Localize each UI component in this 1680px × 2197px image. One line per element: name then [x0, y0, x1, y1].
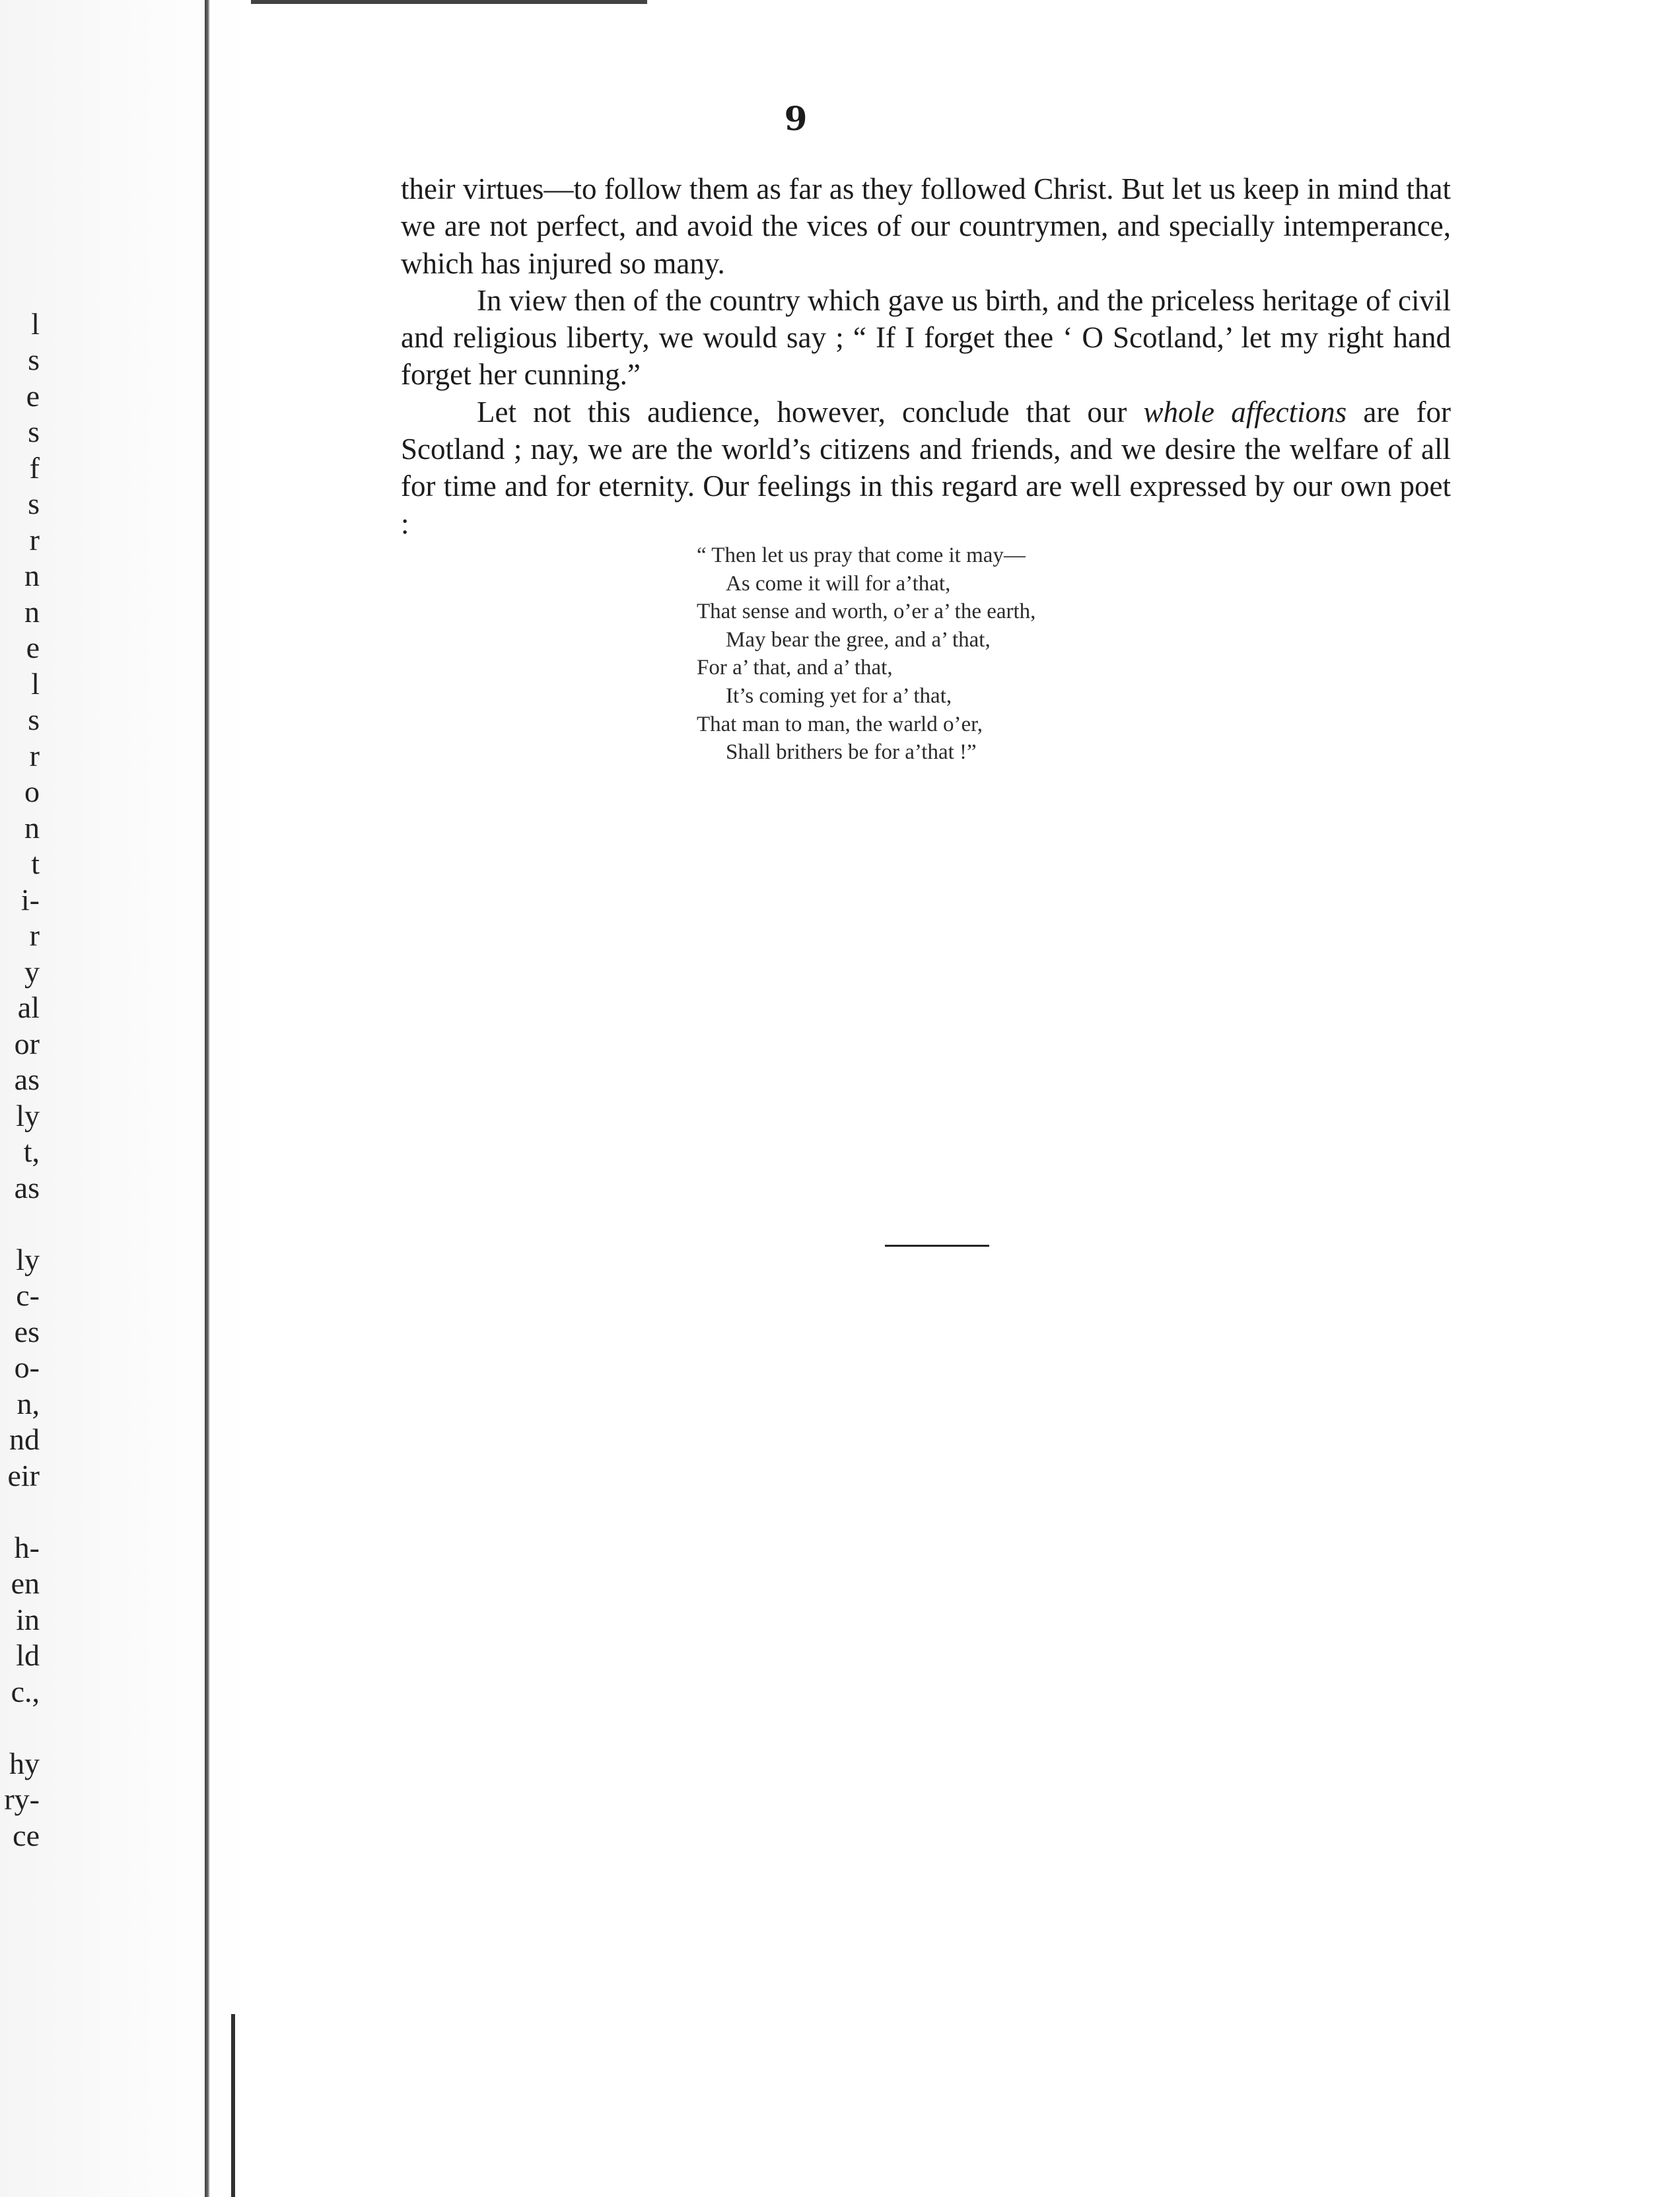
facing-page-line: s [28, 487, 40, 520]
facing-page-line: s [28, 703, 40, 736]
paragraph-country: In view then of the country which gave us birth, and the priceless heritage of civil and religious liberty, we would say ; “ If I forget thee ‘ O Scotland,’ let my right hand forget her cunning.” [401, 283, 1451, 392]
facing-page-line: o- [14, 1350, 40, 1384]
facing-page-line: n, [17, 1386, 40, 1420]
facing-page-line: eir [7, 1458, 40, 1492]
poem-line: As come it will for a’that, [726, 571, 951, 596]
facing-page-line: t [31, 847, 40, 880]
spine-shadow-lower [231, 2014, 235, 2197]
page-top-edge [251, 0, 647, 4]
facing-page-fragment [0, 198, 40, 1854]
facing-page-line: as [14, 1063, 40, 1096]
facing-page-line: c- [16, 1278, 40, 1312]
paragraph-audience-start: Let not this audience, however, conclude that our [477, 395, 1144, 429]
facing-page-line: y [24, 954, 40, 989]
facing-page-line [0, 198, 40, 234]
facing-page-line: r [29, 522, 40, 557]
poem-line: For a’ that, and a’ that, [697, 656, 893, 680]
poem-line: “ Then let us pray that come it may— [697, 543, 1026, 567]
poem-line: That man to man, the warld o’er, [697, 712, 983, 736]
facing-page-line: f [29, 450, 40, 485]
facing-page-line: es [14, 1314, 40, 1348]
facing-page-line: ce [13, 1818, 40, 1852]
facing-page-line: en [11, 1566, 40, 1600]
facing-page-line: c., [11, 1674, 40, 1708]
facing-page-line [0, 1710, 40, 1746]
paragraph-audience-end: are for Scotland ; nay, we are the world’s citizens and friends, and we desire the welfare of all for time and for eternity. Our feelings in this regard are well expressed by our own poet : [401, 395, 1451, 540]
facing-page-line [0, 234, 40, 271]
facing-page-line: ly [16, 1242, 40, 1276]
poem-line: That sense and worth, o’er a’ the earth, [697, 600, 1036, 624]
facing-page-line: or [14, 1026, 40, 1061]
facing-page-line: in [16, 1602, 40, 1636]
facing-page-line: l [31, 666, 40, 701]
poem-line: Shall brithers be for a’that !” [726, 740, 977, 765]
facing-page-line: ly [16, 1098, 40, 1133]
poem-quote [697, 541, 1035, 767]
page-number: 9 [784, 99, 808, 138]
facing-page-line: ry- [4, 1782, 40, 1816]
facing-page-line: s [28, 343, 40, 376]
facing-page-line [0, 270, 40, 306]
facing-page-line: o [24, 775, 40, 808]
facing-page-line: hy [9, 1746, 40, 1780]
facing-page-line: as [14, 1170, 40, 1204]
facing-page-line: n [24, 594, 40, 629]
facing-page-line: i- [20, 882, 40, 917]
facing-page-line: r [29, 738, 40, 773]
facing-page-line: l [31, 306, 40, 341]
facing-page-line: h- [14, 1530, 40, 1564]
facing-page-line: r [29, 919, 40, 952]
poem-line: May bear the gree, and a’ that, [726, 627, 991, 652]
spine-shadow [205, 0, 210, 2197]
facing-page-line: nd [9, 1422, 40, 1456]
facing-page-line: t, [23, 1134, 40, 1168]
paragraph-virtues: their virtues—to follow them as far as they followed Christ. But let us keep in mind that we are not perfect, and avoid the vices of our countrymen, and specially intemperance, which has injured so many. [401, 172, 1451, 280]
facing-page-line: n [24, 810, 40, 845]
body-text [401, 170, 1451, 542]
facing-page-line: s [28, 415, 40, 448]
facing-page-line: e [26, 378, 40, 413]
facing-page-line [0, 1494, 40, 1530]
emphasis-whole-affections: whole affections [1143, 395, 1347, 429]
facing-page-line: e [26, 631, 40, 664]
poem-line: It’s coming yet for a’ that, [726, 683, 952, 708]
facing-page-line [0, 1206, 40, 1242]
facing-page-line: al [17, 991, 40, 1024]
facing-page-line: ld [16, 1638, 40, 1672]
facing-page-line: n [24, 559, 40, 592]
paragraph-audience [401, 394, 1451, 542]
section-divider-rule [885, 1245, 989, 1247]
